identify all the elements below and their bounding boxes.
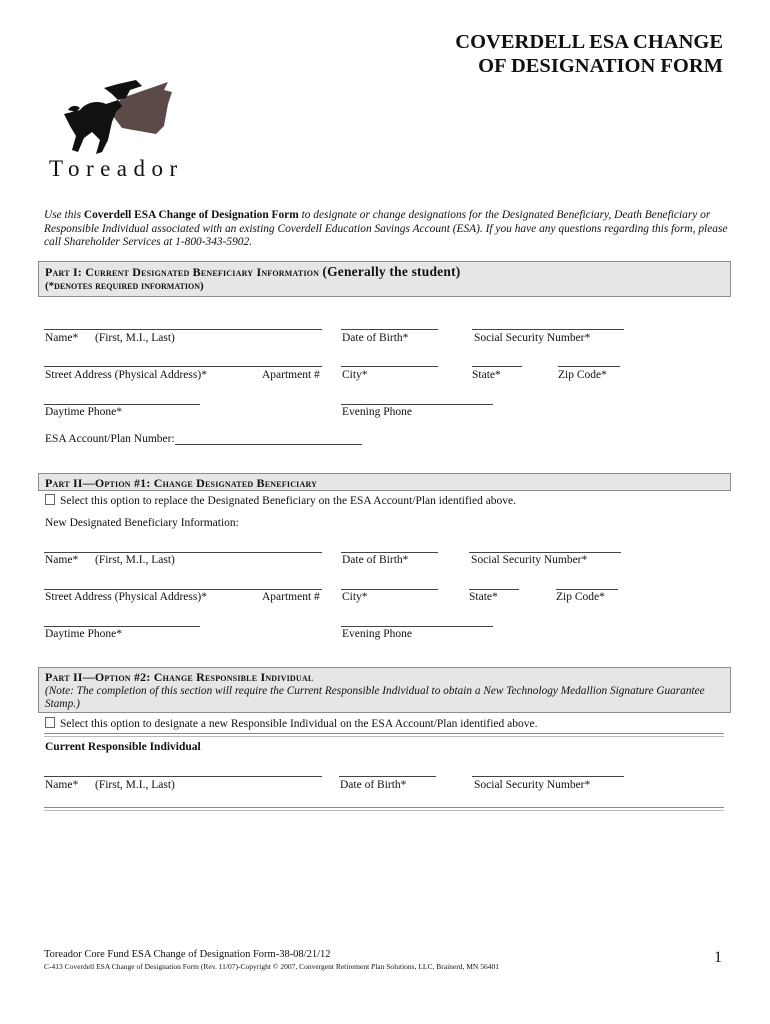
o2-name-format: (First, M.I., Last) [95, 779, 175, 791]
page-number: 1 [714, 949, 722, 966]
footer-copyright: C-413 Coverdell ESA Change of Designation Form (Rev. 11/07)-Copyright © 2007, Convergent Retirement Plan Solutions, LLC, Brainerd, MN 56401 [44, 962, 499, 971]
o1-ssn-label: Social Security Number* [471, 554, 588, 566]
option1-checkbox-label: Select this option to replace the Designated Beneficiary on the ESA Account/Plan identified above. [60, 495, 517, 507]
o2-ssn-label: Social Security Number* [474, 779, 591, 791]
o2-ssn-field[interactable] [472, 776, 624, 777]
p1-dob-label: Date of Birth* [342, 332, 409, 344]
p1-account-field[interactable] [175, 444, 362, 445]
p1-apt-label: Apartment # [262, 369, 320, 381]
o1-apt-label: Apartment # [262, 591, 320, 603]
part1-title [45, 264, 724, 280]
part1-title-extra: (Generally the student) [322, 264, 461, 279]
part1-title-text: Part I: Current Designated Beneficiary Information [45, 265, 320, 279]
option1-header [38, 473, 731, 491]
option1-checkbox-row[interactable] [45, 494, 516, 507]
p1-city-label: City* [342, 369, 368, 381]
o2-name-field[interactable] [44, 776, 322, 777]
option2-checkbox-row[interactable] [45, 717, 538, 730]
o1-day-phone-label: Daytime Phone* [45, 628, 122, 640]
form-title [455, 30, 723, 78]
o1-name-field[interactable] [44, 552, 322, 553]
p1-name-field[interactable] [44, 329, 322, 330]
p1-zip-label: Zip Code* [558, 369, 607, 381]
o1-ssn-field[interactable] [469, 552, 621, 553]
p1-dob-field[interactable] [341, 329, 438, 330]
option1-checkbox[interactable] [45, 494, 55, 505]
part1-header [38, 261, 731, 297]
o1-zip-label: Zip Code* [556, 591, 605, 603]
intro-text-a: Use this [44, 209, 84, 221]
form-title-line2: OF DESIGNATION FORM [478, 55, 723, 77]
option2-checkbox[interactable] [45, 717, 55, 728]
p1-ssn-field[interactable] [472, 329, 624, 330]
option2-checkbox-label: Select this option to designate a new Responsible Individual on the ESA Account/Plan identified above. [60, 718, 538, 730]
o1-eve-phone-field[interactable] [341, 626, 493, 627]
o1-day-phone-field[interactable] [44, 626, 200, 627]
part1-subtitle: (*denotes required information) [45, 280, 204, 292]
p1-name-label: Name* [45, 332, 79, 344]
p1-eve-phone-label: Evening Phone [342, 406, 412, 418]
o1-city-field[interactable] [341, 589, 438, 590]
o1-dob-label: Date of Birth* [342, 554, 409, 566]
o2-name-label: Name* [45, 779, 79, 791]
option2-title: Part II—Option #2: Change Responsible Individual [45, 670, 314, 684]
p1-account-label: ESA Account/Plan Number: [45, 433, 175, 445]
p1-state-field[interactable] [472, 366, 522, 367]
p1-eve-phone-field[interactable] [341, 404, 493, 405]
o1-street-field[interactable] [44, 589, 322, 590]
o1-city-label: City* [342, 591, 368, 603]
option2-header [38, 667, 731, 713]
o1-dob-field[interactable] [341, 552, 438, 553]
o1-name-label: Name* [45, 554, 79, 566]
footer-form-id: Toreador Core Fund ESA Change of Designation Form-38-08/21/12 [44, 949, 331, 960]
intro-paragraph [44, 209, 734, 250]
option2-divider-top [44, 733, 724, 737]
p1-street-label: Street Address (Physical Address)* [45, 369, 207, 381]
o1-eve-phone-label: Evening Phone [342, 628, 412, 640]
option1-new-info-label: New Designated Beneficiary Information: [45, 517, 239, 529]
form-title-line1: COVERDELL ESA CHANGE [455, 31, 723, 53]
p1-state-label: State* [472, 369, 501, 381]
option2-current-label: Current Responsible Individual [45, 741, 201, 753]
option2-divider-bottom [44, 807, 724, 811]
o1-street-label: Street Address (Physical Address)* [45, 591, 207, 603]
p1-city-field[interactable] [341, 366, 438, 367]
p1-name-format: (First, M.I., Last) [95, 332, 175, 344]
o1-state-field[interactable] [469, 589, 519, 590]
brand-name: Toreador [49, 156, 184, 181]
p1-zip-field[interactable] [558, 366, 620, 367]
o1-name-format: (First, M.I., Last) [95, 554, 175, 566]
p1-day-phone-label: Daytime Phone* [45, 406, 122, 418]
o2-dob-field[interactable] [339, 776, 436, 777]
p1-day-phone-field[interactable] [44, 404, 200, 405]
p1-ssn-label: Social Security Number* [474, 332, 591, 344]
option1-title: Part II—Option #1: Change Designated Beneficiary [45, 476, 318, 490]
p1-street-field[interactable] [44, 366, 322, 367]
option2-note: (Note: The completion of this section will require the Current Responsible Individual to obtain a New Technology Medallion Signature Guarantee Stamp.) [45, 685, 705, 710]
intro-text-b: to designate or change designations for the Designated Beneficiary, Death Beneficiary or Responsible Individual associated with an existing Coverdell Education Savings Account (ESA). If you have any questions regarding this form, please call Shareholder Services at 1-800-343-5902. [44, 209, 728, 248]
o1-zip-field[interactable] [556, 589, 618, 590]
intro-form-name: Coverdell ESA Change of Designation Form [83, 209, 299, 221]
o2-dob-label: Date of Birth* [340, 779, 407, 791]
o1-state-label: State* [469, 591, 498, 603]
